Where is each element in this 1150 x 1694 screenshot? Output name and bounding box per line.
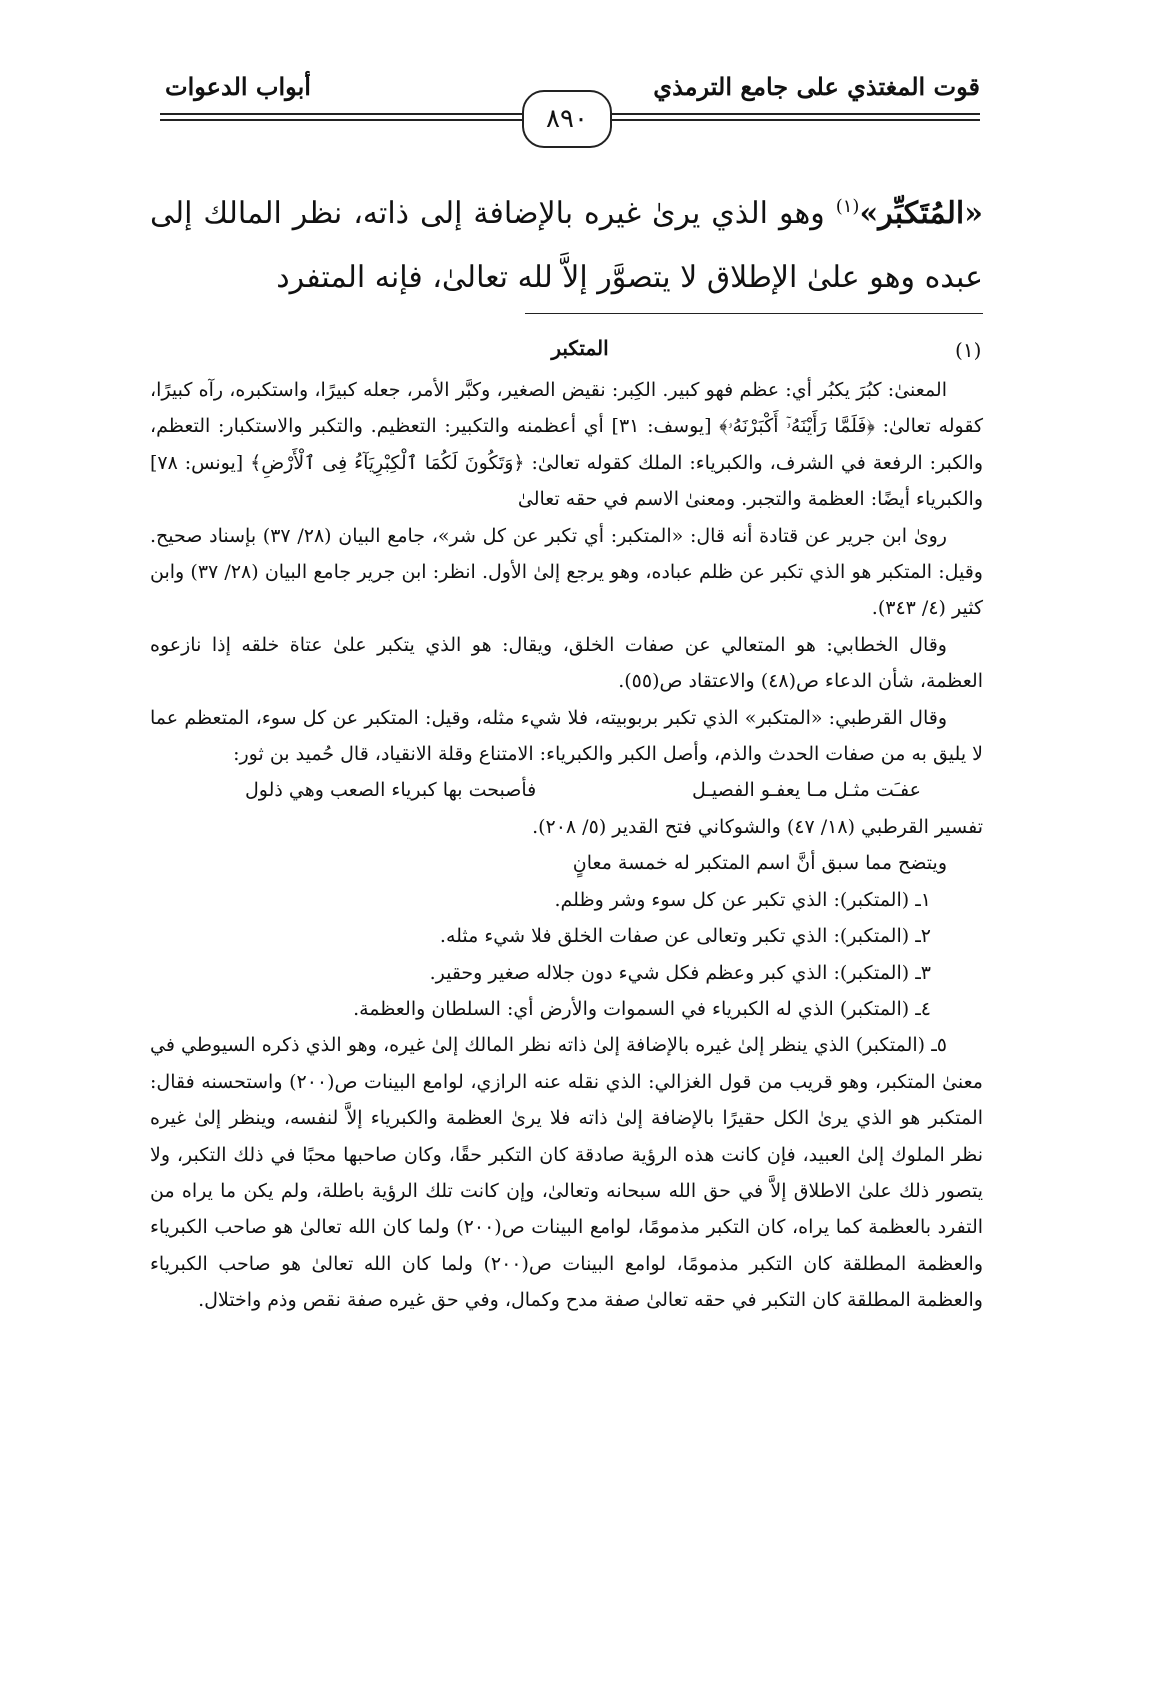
final-paragraph: ٥ـ (المتكبر) الذي ينظر إلىٰ غيره بالإضافة إلىٰ ذاته نظر المالك إلىٰ غيره، وهو الذي ذكره السيوطي في معنىٰ المتكبر، وهو قريب من قول الغزالي: الذي نقله عنه الرازي، لوامع البينات ص(٢٠٠) واستحسنه فقال: المتكبر هو الذي يرىٰ الكل حقيرًا بالإضافة إلىٰ ذاته فلا يرىٰ العظمة والكبرياء إلاَّ لنفسه، وينظر إلىٰ غيره نظر الملوك إلىٰ العبيد، فإن كانت هذه الرؤية صادقة كان التكبر حقًا، وكان صاحبها محبًا في ذلك التكبر، ولا يتصور ذلك علىٰ الاطلاق إلاَّ في حق الله سبحانه وتعالىٰ، وإن كانت تلك الرؤية باطلة، ولم يكن ما يراه من التفرد بالعظمة كما يراه، كان التكبر مذمومًا، لوامع البينات ص(٢٠٠) ولما كان الله تعالىٰ هو صاحب الكبرياء والعظمة المطلقة كان التكبر مذمومًا، لوامع البينات ص(٢٠٠) ولما كان الله تعالىٰ هو صاحب الكبرياء والعظمة المطلقة كان التكبر في حقه تعالىٰ صفة مدح وكمال، وفي حق غيره صفة نقص وذم واختلال. [150, 1034, 984, 1312]
page-number: ٨٩٠ [522, 90, 612, 148]
meanings-intro: ويتضح مما سبق أنَّ اسم المتكبر له خمسة معانٍ [572, 852, 947, 875]
poem-citation: تفسير القرطبي (١٨/ ٤٧) والشوكاني فتح القدير (٥/ ٢٠٨). [532, 815, 983, 838]
footnote-reference: (١) [835, 196, 860, 217]
footnote-heading: المتكبر [551, 336, 609, 360]
footnote-paragraph: المعنىٰ: كبُرَ يكبُر أي: عظم فهو كبير. الكِبر: نقيض الصغير، وكبَّر الأمر، جعله كبيرًا، واستكبره، رآه كبيرًا، كقوله تعالىٰ: ﴿فَلَمَّا رَأَيْنَهُۥٓ أَكْبَرْنَهُۥ﴾ [يوسف: ٣١] أي أعظمنه والتكبير: التعظيم. والتكبر والاستكبار: التعظم، والكبر: الرفعة في الشرف، والكبرياء: الملك كقوله تعالىٰ: ﴿وَتَكُونَ لَكُمَا ٱلْكِبْرِيَآءُ فِى ٱلْأَرْضِ﴾ [يونس: ٧٨] والكبرياء أيضًا: العظمة والتجبر. ومعنىٰ الاسم في حقه تعالىٰ [150, 379, 983, 511]
main-text [150, 182, 983, 310]
poem-verse [150, 772, 983, 808]
footnote-body [150, 372, 983, 1319]
main-paragraph [150, 182, 983, 310]
meaning-item: ٣ـ (المتكبر): الذي كبر وعظم فكل شيء دون جلاله صغير وحقير. [429, 961, 931, 984]
poem-hemistich-first: عفـَت مثـل مـا يعفـو الفصيـل [691, 779, 921, 802]
chapter-title: أبواب الدعوات [165, 72, 311, 101]
meaning-item: ٢ـ (المتكبر): الذي تكبر وتعالى عن صفات الخلق فلا شيء مثله. [439, 925, 931, 948]
meaning-item: ١ـ (المتكبر): الذي تكبر عن كل سوء وشر وظلم. [554, 888, 931, 911]
main-term: «المُتَكبِّر» [859, 196, 983, 231]
footnote-paragraph: وقال القرطبي: «المتكبر» الذي تكبر بربوبيته، فلا شيء مثله، وقيل: المتكبر عن كل سوء، المتعظم عما لا يليق به من صفات الحدث والذم، وأصل الكبر والكبرياء: الامتناع وقلة الانقياد، قال حُميد بن ثور: [150, 706, 983, 766]
footnote-number: (١) [955, 338, 982, 362]
meaning-item: ٤ـ (المتكبر) الذي له الكبرياء في السموات والأرض أي: السلطان والعظمة. [353, 997, 931, 1020]
poem-hemistich-second: فأصبحت بها كبرياء الصعب وهي ذلول [245, 779, 537, 802]
footnote-paragraph: وقال الخطابي: هو المتعالي عن صفات الخلق، ويقال: هو الذي يتكبر علىٰ عتاة خلقه إذا نازعوه العظمة، شأن الدعاء ص(٤٨) والاعتقاد ص(٥٥). [150, 633, 983, 693]
header-rule-left [160, 113, 525, 121]
header-rule-right [610, 113, 980, 121]
main-body: وهو الذي يرىٰ غيره بالإضافة إلى ذاته، نظر المالك إلى عبده وهو علىٰ الإطلاق لا يتصوَّر إلاَّ لله تعالىٰ، فإنه المتفرد [150, 196, 983, 295]
footnote-paragraph: روىٰ ابن جرير عن قتادة أنه قال: «المتكبر: أي تكبر عن كل شر»، جامع البيان (٢٨/ ٣٧) بإسناد صحيح. وقيل: المتكبر هو الذي تكبر عن ظلم عباده، وهو يرجع إلىٰ الأول. انظر: ابن جرير جامع البيان (٢٨/ ٣٧) وابن كثير (٤/ ٣٤٣). [150, 524, 983, 620]
footnote-separator [525, 313, 983, 314]
book-title: قوت المغتذي على جامع الترمذي [653, 72, 980, 101]
